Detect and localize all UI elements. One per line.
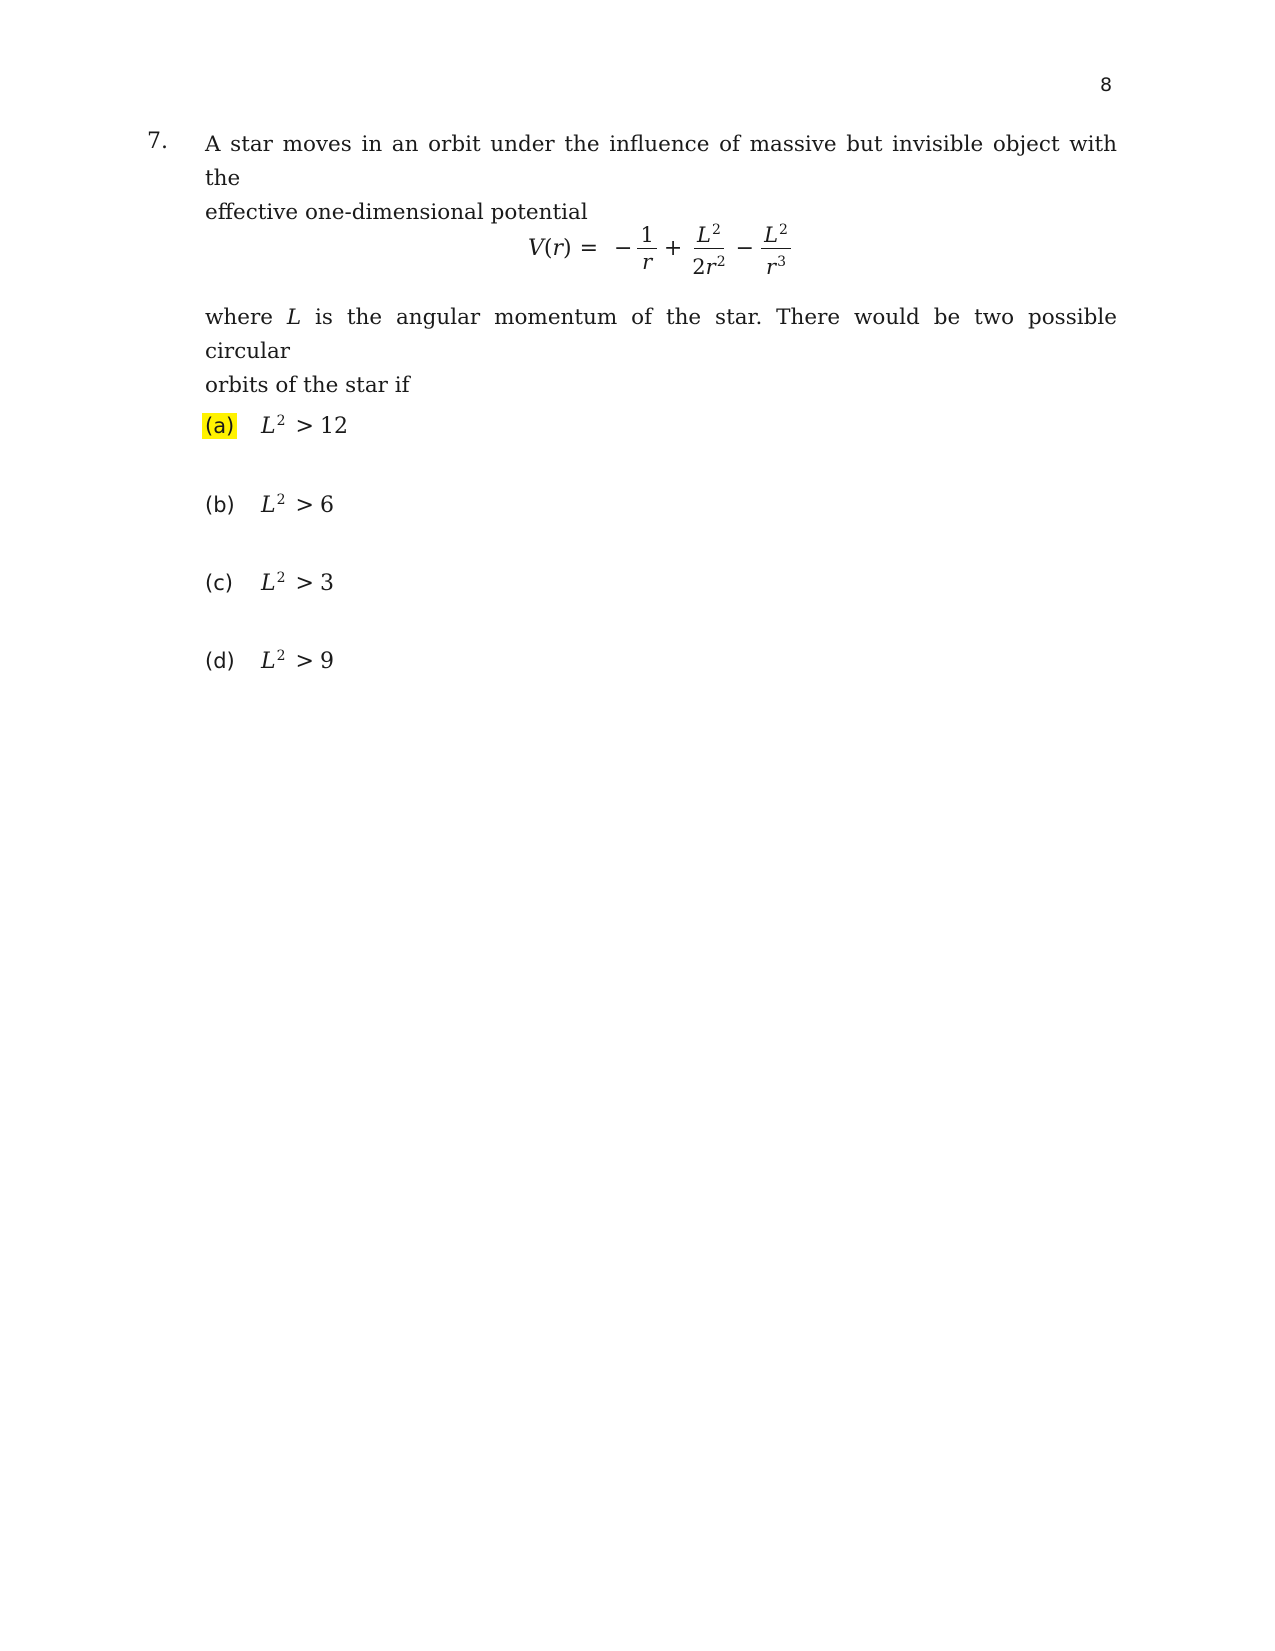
continuation-line-2: orbits of the star if bbox=[205, 373, 410, 398]
equation-minus-1: − bbox=[614, 235, 633, 261]
option-c-expression: $L^2 > 3$ bbox=[261, 570, 334, 596]
angular-momentum-variable: L bbox=[286, 305, 302, 330]
option-c[interactable] bbox=[205, 570, 334, 596]
fraction-2-numerator: $L^2$ bbox=[694, 217, 724, 249]
fraction-one-over-r bbox=[637, 222, 656, 275]
option-b-label: (b) bbox=[205, 493, 235, 517]
equation-lhs-close-paren: ) bbox=[563, 235, 572, 261]
fraction-2-denominator: $2r^2$ bbox=[692, 253, 726, 279]
equation-minus-2: − bbox=[735, 235, 755, 261]
option-b-expression: $L^2 > 6$ bbox=[261, 492, 334, 518]
option-b[interactable] bbox=[205, 492, 334, 518]
fraction-3-denominator: $r^3$ bbox=[766, 253, 786, 279]
option-c-label: (c) bbox=[205, 571, 233, 595]
fraction-l-squared-over-r-cubed bbox=[761, 217, 791, 280]
fraction-1-numerator: 1 bbox=[637, 222, 656, 249]
option-d-expression: $L^2 > 9$ bbox=[261, 648, 334, 674]
option-d[interactable] bbox=[205, 648, 334, 674]
potential-equation bbox=[528, 212, 794, 284]
equation-lhs bbox=[528, 236, 572, 261]
option-a-expression: $L^2 > 12$ bbox=[261, 413, 348, 439]
question-text-line-1: A star moves in an orbit under the influence of massive but invisible object with the bbox=[205, 132, 1117, 191]
option-a-highlight: (a) bbox=[202, 413, 237, 439]
fraction-1-denominator: r bbox=[642, 249, 653, 274]
equation-lhs-function: V bbox=[528, 235, 544, 261]
option-a[interactable] bbox=[205, 413, 348, 439]
fraction-l-squared-over-2r-squared bbox=[689, 217, 728, 280]
question-text-line-2: effective one-dimensional potential bbox=[205, 200, 588, 225]
continuation-line-1: where L is the angular momentum of the star. There would be two possible circular bbox=[205, 305, 1117, 364]
equation-lhs-variable: r bbox=[552, 235, 564, 261]
equation-lhs-open-paren: ( bbox=[543, 235, 553, 261]
equation-plus: + bbox=[663, 235, 683, 261]
option-a-label bbox=[205, 414, 261, 438]
question-number: 7. bbox=[147, 129, 168, 154]
page-number: 8 bbox=[1100, 74, 1113, 96]
option-d-label: (d) bbox=[205, 649, 235, 673]
question-continuation-text bbox=[205, 301, 1117, 403]
equation-equals: = bbox=[579, 235, 599, 261]
fraction-3-numerator: $L^2$ bbox=[761, 217, 791, 249]
